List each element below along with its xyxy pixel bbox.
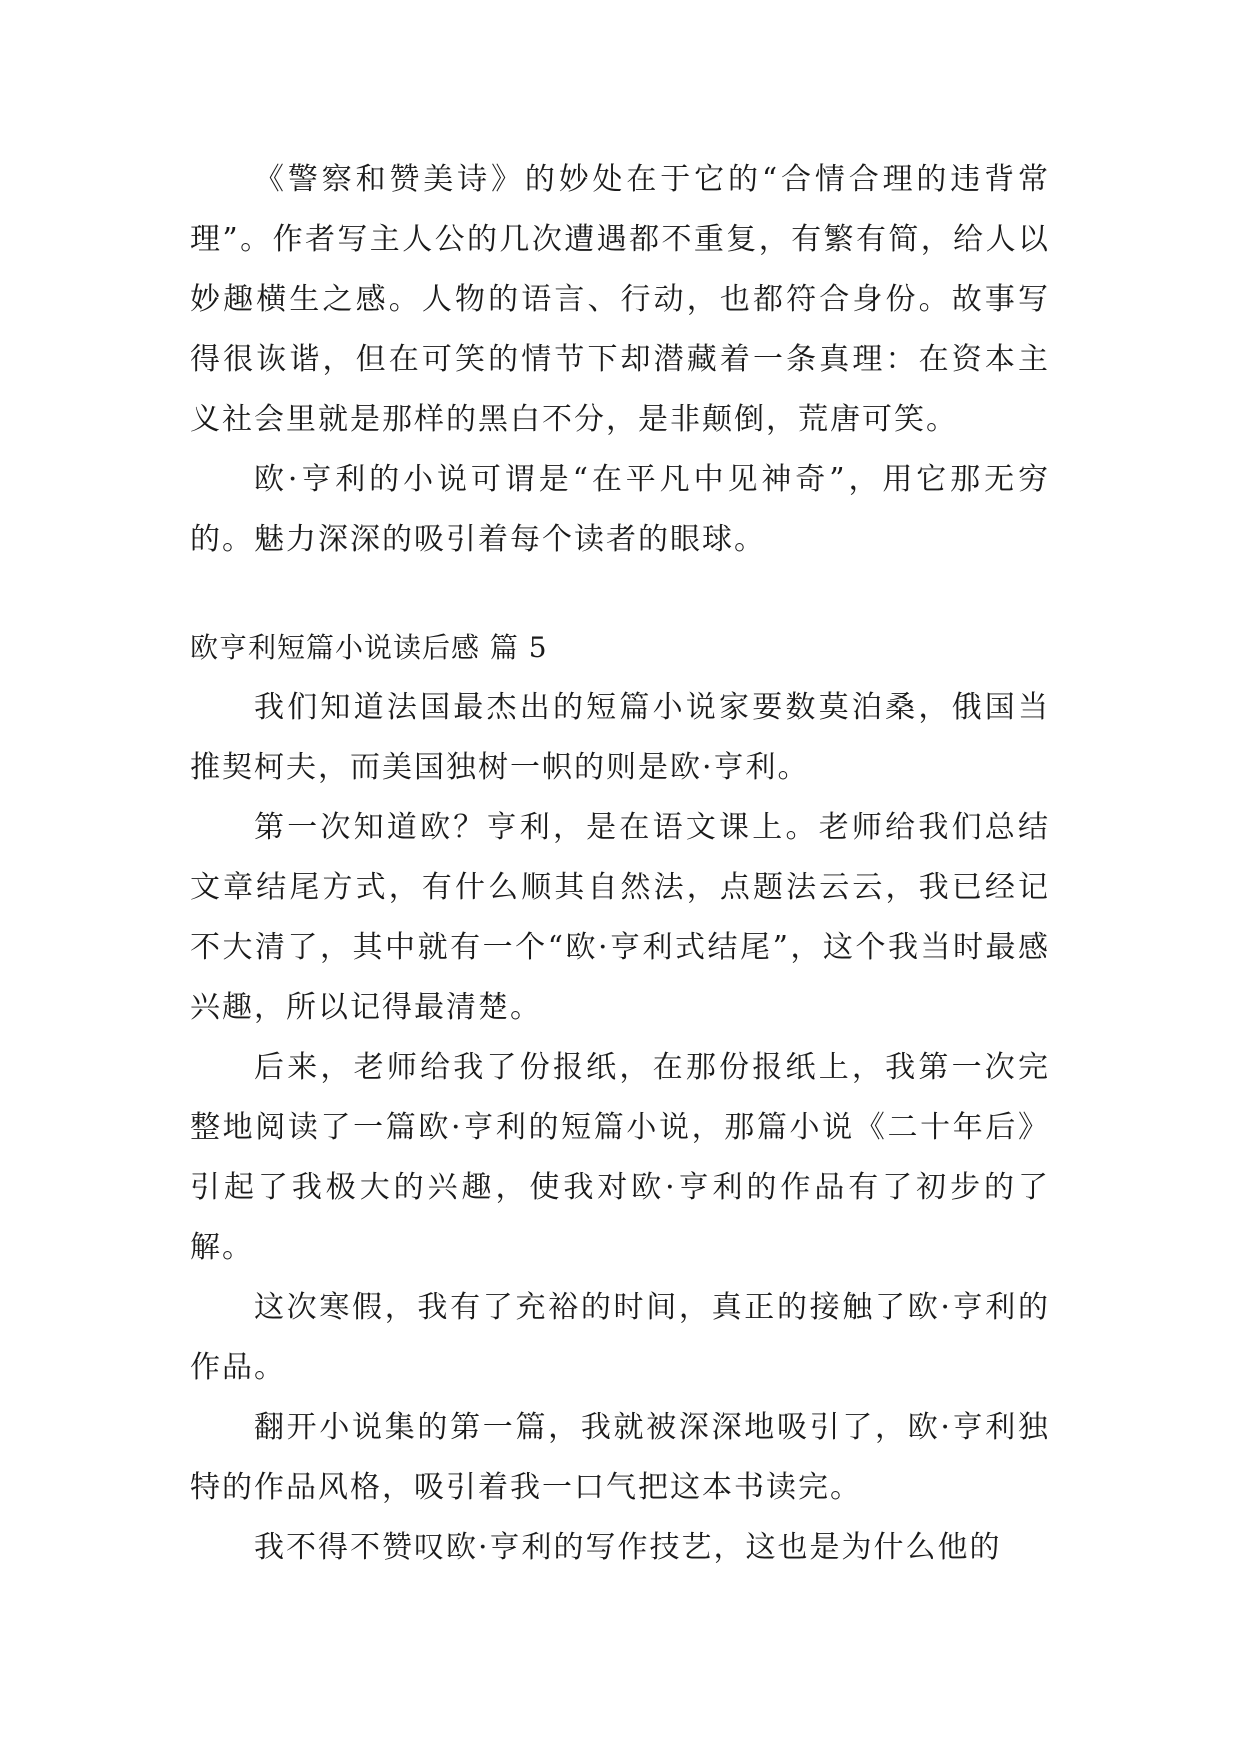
previous-section-text	[190, 150, 1050, 570]
body-paragraph: 我们知道法国最杰出的短篇小说家要数莫泊桑，俄国当推契柯夫，而美国独树一帜的则是欧·亨利。	[190, 690, 1050, 785]
body-paragraph: 翻开小说集的第一篇，我就被深深地吸引了，欧·亨利独特的作品风格，吸引着我一口气把这本书读完。	[190, 1410, 1050, 1505]
body-paragraph: 后来，老师给我了份报纸，在那份报纸上，我第一次完整地阅读了一篇欧·亨利的短篇小说，那篇小说《二十年后》引起了我极大的兴趣，使我对欧·亨利的作品有了初步的了解。	[190, 1050, 1050, 1265]
body-paragraph: 欧·亨利的小说可谓是“在平凡中见神奇”，用它那无穷的。魅力深深的吸引着每个读者的眼球。	[190, 462, 1050, 557]
body-paragraph: 《警察和赞美诗》的妙处在于它的“合情合理的违背常理”。作者写主人公的几次遭遇都不重复，有繁有简，给人以妙趣横生之感。人物的语言、行动，也都符合身份。故事写得很诙谐，但在可笑的情节下却潜藏着一条真理：在资本主义社会里就是那样的黑白不分，是非颠倒，荒唐可笑。	[190, 162, 1050, 437]
section-heading: 欧亨利短篇小说读后感 篇 5	[190, 631, 548, 664]
section-5	[190, 618, 1050, 1578]
body-paragraph: 第一次知道欧？亨利，是在语文课上。老师给我们总结文章结尾方式，有什么顺其自然法，点题法云云，我已经记不大清了，其中就有一个“欧·亨利式结尾”，这个我当时最感兴趣，所以记得最清楚。	[190, 810, 1050, 1025]
body-paragraph: 我不得不赞叹欧·亨利的写作技艺，这也是为什么他的	[254, 1530, 1002, 1565]
body-paragraph: 这次寒假，我有了充裕的时间，真正的接触了欧·亨利的作品。	[190, 1290, 1050, 1385]
